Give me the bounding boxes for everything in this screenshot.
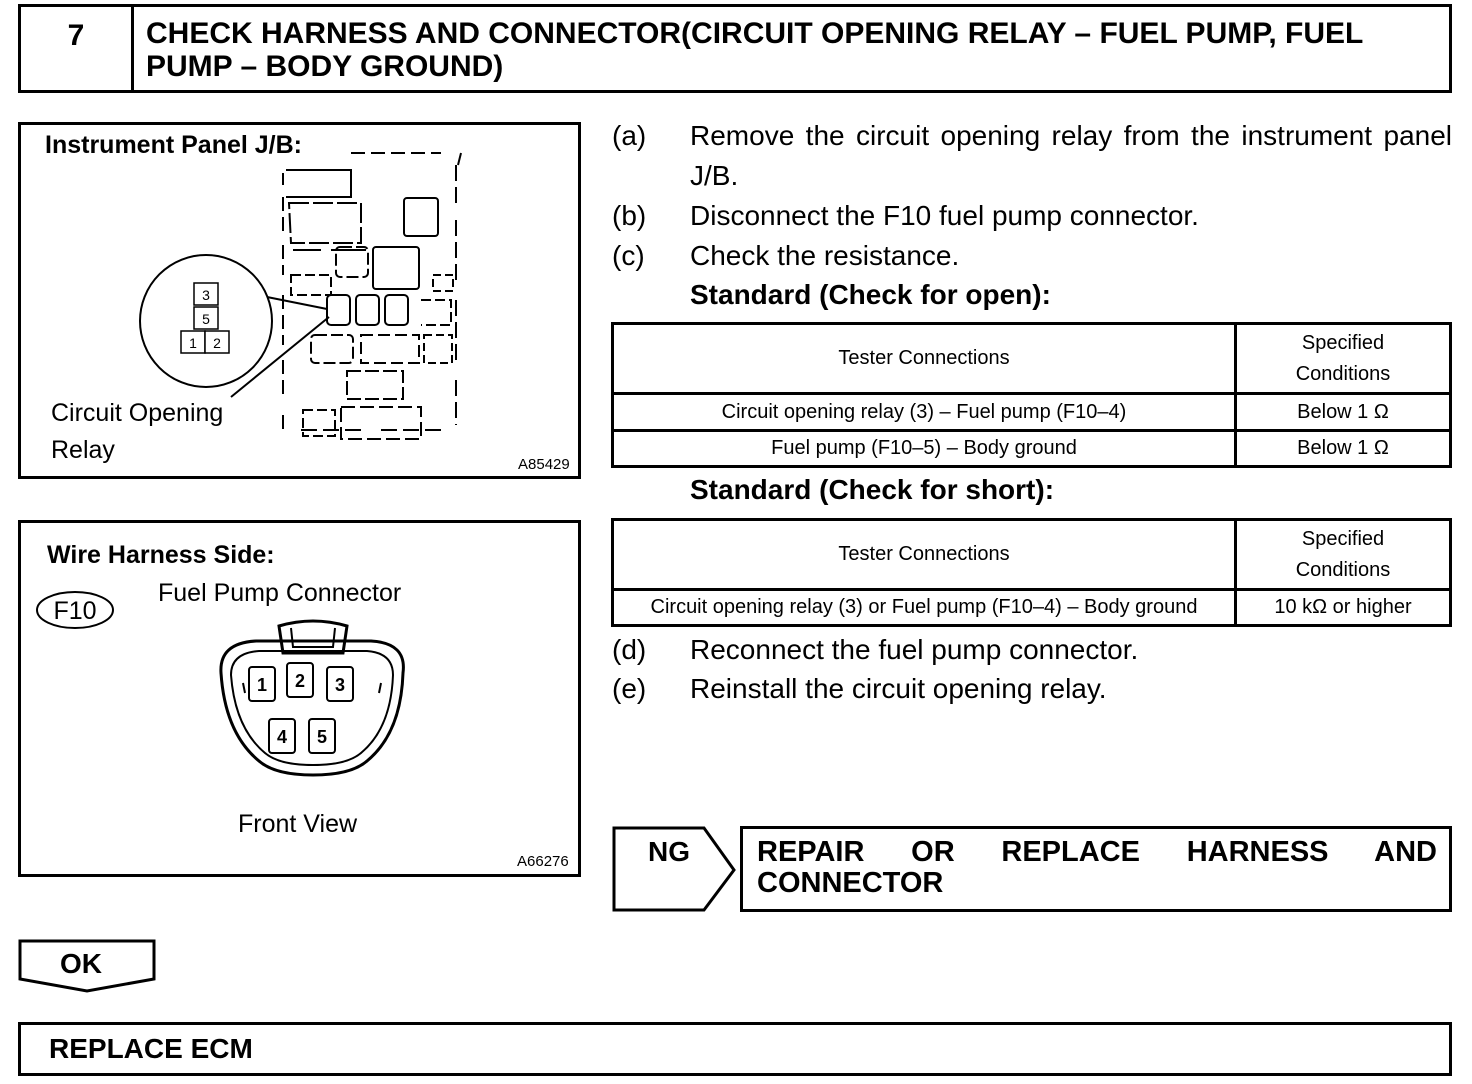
ok-action: REPLACE ECM [49,1033,253,1064]
table-cell: 10 kΩ or higher [1236,590,1451,626]
col-header-line: Conditions [1295,558,1391,581]
connector-pin-label: 4 [276,727,288,747]
standard-open-title: Standard (Check for open): [690,279,1051,310]
connector-pin-label: 2 [294,671,306,691]
col-header-line: Specified [1301,331,1385,354]
figure-junction-block [18,122,581,479]
relay-pin-label: 3 [202,287,210,303]
view-label: Front View [238,810,358,838]
table-cell: Below 1 Ω [1236,431,1451,467]
step-e [612,669,1452,709]
step-letter: (d) [612,634,647,665]
step-b [612,196,1452,236]
step-letter: (c) [612,240,645,271]
relay-pin-label: 1 [189,335,197,351]
step-text: Remove the circuit opening relay from the instrument panel J/B. [690,120,1452,191]
connector-pin-label: 1 [256,675,268,695]
table-cell: Below 1 Ω [1236,394,1451,431]
step-text: Reconnect the fuel pump connector. [690,634,1139,665]
ng-action-box [740,826,1452,912]
ng-action: REPAIR OR REPLACE HARNESS AND CONNECTOR [757,836,1437,899]
step-text: Check the resistance. [690,240,960,271]
relay-pin-label: 2 [213,335,221,351]
figure-title: Instrument Panel J/B: [45,131,302,159]
step-text: Reinstall the circuit opening relay. [690,673,1107,704]
step-c [612,236,1452,276]
standard-short-table [611,518,1452,627]
step-a [612,116,1452,196]
connector-diagram [21,523,578,874]
table-cell: Circuit opening relay (3) or Fuel pump (F10–4) – Body ground [613,590,1236,626]
connector-name: Fuel Pump Connector [158,579,402,607]
step-number: 7 [21,7,134,90]
figure-code: A66276 [517,853,569,870]
step-title: CHECK HARNESS AND CONNECTOR(CIRCUIT OPENING RELAY – FUEL PUMP, FUEL PUMP – BODY GROUND) [146,17,1363,83]
step-d [612,630,1452,670]
col-header [1236,324,1451,394]
ok-label: OK [60,948,102,979]
col-header: Tester Connections [613,324,1236,394]
col-header-line: Specified [1301,527,1385,550]
connector-pin-label: 3 [334,675,346,695]
standard-open-table [611,322,1452,468]
step-text: Disconnect the F10 fuel pump connector. [690,200,1199,231]
col-header: Tester Connections [613,520,1236,590]
step-letter: (e) [612,673,647,704]
relay-pin-label: 5 [202,311,210,327]
figure-code: A85429 [518,456,570,473]
step-letter: (a) [612,120,647,151]
relay-label-line1: Circuit Opening [51,399,224,427]
table-row [613,590,1451,626]
col-header [1236,520,1451,590]
table-cell: Fuel pump (F10–5) – Body ground [613,431,1236,467]
figure-fuel-pump-connector [18,520,581,877]
connector-id: F10 [53,597,97,625]
standard-short-title: Standard (Check for short): [690,474,1055,505]
col-header-line: Conditions [1295,362,1391,385]
figure-title: Wire Harness Side: [47,541,275,569]
ng-label: NG [648,836,690,867]
step-header [18,4,1452,93]
table-row [613,431,1451,467]
relay-label-line2: Relay [51,436,115,464]
ok-action-box [18,1022,1452,1076]
connector-pin-label: 5 [316,727,328,747]
table-cell: Circuit opening relay (3) – Fuel pump (F10–4) [613,394,1236,431]
table-row [613,394,1451,431]
step-letter: (b) [612,200,647,231]
